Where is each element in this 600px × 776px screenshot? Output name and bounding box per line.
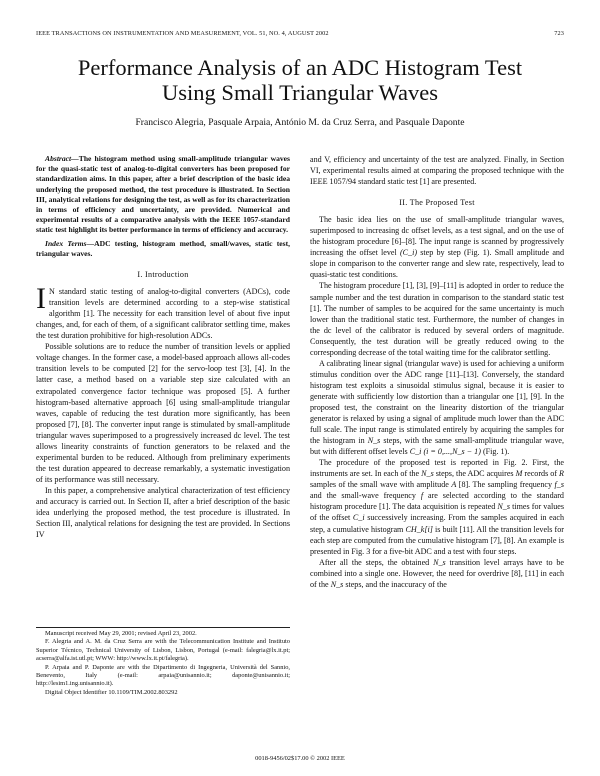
abstract-text: The histogram method using small-amplitude triangular waves for the quasi-static test of analog-to-digital converters has been proposed for standardization aims. In this paper, after a brief description of the basic idea underlying the proposed method, the test procedure is illustrated. In Section III, analytical relations for designing the test, as well as for its characterization in terms of efficiency and uncertainty, are provided. Numerical and experimental results of a comparative analysis with the IEEE 1057-standard static test highlight its better performance in terms of efficiency and accuracy. [36, 154, 290, 235]
footnote-affiliation-2: P. Arpaia and P. Daponte are with the Dipartimento di Ingegneria, Università del Sannio, Benevento, Italy (e-mail: arpaia@unisannio.it; daponte@unisannio.it; http://lesim1.ing.unisannio.it). [36, 663, 290, 688]
abstract [36, 154, 290, 236]
intro-paragraph-2: Possible solutions are to reduce the number of transition levels or applied voltage changes. In the former case, a model-based approach allows all-codes transition levels to be computed [2] for the servo-loop test [3], [4]. In the latter case, a method based on a variable step size calculated with an extrapolated convergence factor technique was proposed [5]. A further histogram-based alternative approach [6] using small-amplitude triangular waves, capable of reducing the test duration more significantly, has been proposed [7], [8]. The converter input range is stimulated by small-amplitude triangular waves superimposed to a progressively increased dc level. The test allows linearity constraints of function generators to be relaxed and the experimental burden to be reduced. Although from preliminary experiments the test duration appeared to decrease remarkably, a systematic investigation of its performance was still necessary. [36, 342, 290, 484]
math-symbol: N_s [497, 502, 510, 512]
section-heading-introduction: I. Introduction [137, 270, 189, 280]
abstract-label: Abstract— [45, 154, 79, 163]
math-symbol: C_i (i = 0,...,N_s − 1) [409, 447, 481, 457]
intro-paragraph-1 [36, 282, 290, 341]
right-paragraph-4: The procedure of the proposed test is reported in Fig. 2. First, the instruments are set. In each of the N_s steps, the ADC acquires M records of R samples of the small wave with amplitude A [8]. The sampling frequency f_s and the small-wave frequency f are selected according to the standard histogram procedure [1]. The data acquisition is repeated N_s times for values of the offset C_i successively increasing. From the samples acquired in each step, a cumulative histogram CH_k[i] is built [11]. All the transition levels for each step are computed from the cumulative histogram [7], [8]. An example is presented in Fig. 3 for a five-bit ADC and a test with four steps. [310, 458, 565, 556]
index-terms-text: ADC testing, histogram method, small/waves, static test, triangular waves. [36, 238, 290, 258]
math-symbol: N_s [421, 469, 434, 479]
math-symbol: N_s [330, 579, 344, 589]
journal-name: IEEE TRANSACTIONS ON INSTRUMENTATION AND MEASUREMENT, VOL. 51, NO. 4, AUGUST 2002 [36, 30, 329, 37]
left-column [36, 154, 290, 540]
right-paragraph-0: and V, efficiency and uncertainty of the test are analyzed. Finally, in Section VI, experimental results aimed at comparing the proposed technique with the IEEE 1057/94 standard static test [1] are presented. [310, 155, 564, 187]
paper-title [30, 55, 570, 105]
math-symbol: f_s [554, 480, 564, 490]
page-number: 723 [554, 30, 564, 37]
right-paragraph-3: A calibrating linear signal (triangular wave) is used for achieving a uniform stimulus condition over the ADC range [11]–[13]. Conversely, the standard histogram test exploits a sinusoidal stimulus signal, because it is easier to generate with sufficiently low distortion than a triangular one [1], [9]. In the proposed test, the constraint on the linearity distortion of the triangular generator is relaxed by using a signal of amplitude much lower than the ADC full scale. The input range is stimulated entirely by acquiring the samples for the histogram in N_s steps, with the same small-amplitude triangular wave, but with different offset levels C_i (i = 0,...,N_s − 1) (Fig. 1). [310, 358, 564, 457]
math-symbol: CH_k[i] [405, 524, 433, 534]
copyright-footer: 0018-9456/02$17.00 © 2002 IEEE [255, 755, 345, 762]
drop-cap: I [36, 282, 46, 316]
math-symbol: R [559, 469, 564, 479]
math-symbol: A [451, 480, 457, 490]
math-symbol: f [420, 491, 424, 501]
math-symbol: N_s [367, 436, 381, 446]
title-line-2: Using Small Triangular Waves [162, 80, 438, 105]
index-terms [36, 239, 290, 259]
right-paragraph-2: The histogram procedure [1], [3], [9]–[11] is adopted in order to reduce the sample number and the test duration in comparison to the standard static test [1]. The number of samples to be acquired for the same uncertainty is much lower than the traditional static test. Furthermore, the number of changes in the dc level of the calibrator is reduced by several orders of magnitude. Consequently, the test duration will be greatly reduced owing to the corresponding decrease of the total waiting time for the calibrator settling. [310, 281, 564, 357]
footnote-rule [36, 627, 290, 628]
title-line-1: Performance Analysis of an ADC Histogram Test [77, 55, 523, 80]
math-symbol: C_i [352, 513, 365, 523]
math-symbol: M [515, 469, 523, 479]
right-column [310, 154, 564, 590]
math-symbol: N_s [433, 557, 446, 567]
math-symbol: (C_i) [399, 248, 418, 258]
right-paragraph-1: The basic idea lies on the use of small-amplitude triangular waves, superimposed to increasing dc offset levels, as a test signal, and on the use of the histogram procedure [6]–[8]. The input range is scanned by progressively increasing the offset level (C_i) step by step (Fig. 1). Small amplitude and slope in comparison to the converter range and slew rate, respectively, lead to quasi-static test conditions. [310, 215, 564, 280]
running-header [36, 30, 564, 37]
intro-paragraph-3: In this paper, a comprehensive analytical characterization of test efficiency and accuracy is carried out. In Section II, after a brief description of the basic idea underlying the proposed method, the test procedure is illustrated. In Section III, analytical relations for designing the test are provided. In Sections IV [36, 485, 290, 540]
author-list: Francisco Alegria, Pasquale Arpaia, António M. da Cruz Serra, and Pasquale Daponte [135, 117, 465, 128]
index-terms-label: Index Terms— [45, 238, 95, 248]
section-heading-proposed-test: II. The Proposed Test [399, 198, 475, 208]
footnote-received: Manuscript received May 29, 2001; revised April 23, 2002. [45, 630, 197, 637]
intro-p1-text: N standard static testing of analog-to-digital converters (ADCs), code transition levels are determined according to a step-wise statistical algorithm [1]. The necessity for each transition level of about five input changes, and, for each of them, of a significant calibrator settling time, makes the test duration prohibitive for high-resolution ADCs. [36, 287, 290, 341]
footnotes [36, 627, 290, 697]
right-paragraph-5: After all the steps, the obtained N_s transition level arrays have to be combined into a single one. However, the need for overdrive [8], [11] in each of the N_s steps, and the inaccuracy of the [310, 557, 564, 589]
footnote-doi: Digital Object Identifier 10.1109/TIM.2002.803292 [45, 688, 178, 696]
footnote-affiliation-1: F. Alegria and A. M. da Cruz Serra are with the Telecommunication Institute and Instituto Superior Técnico, Technical University of Lisbon, Lisbon, Portugal (e-mail: falegria@lx.it.pt; acserra@alfa.ist.utl.pt; WWW: http://www.lx.it.pt/falegria). [36, 638, 290, 663]
